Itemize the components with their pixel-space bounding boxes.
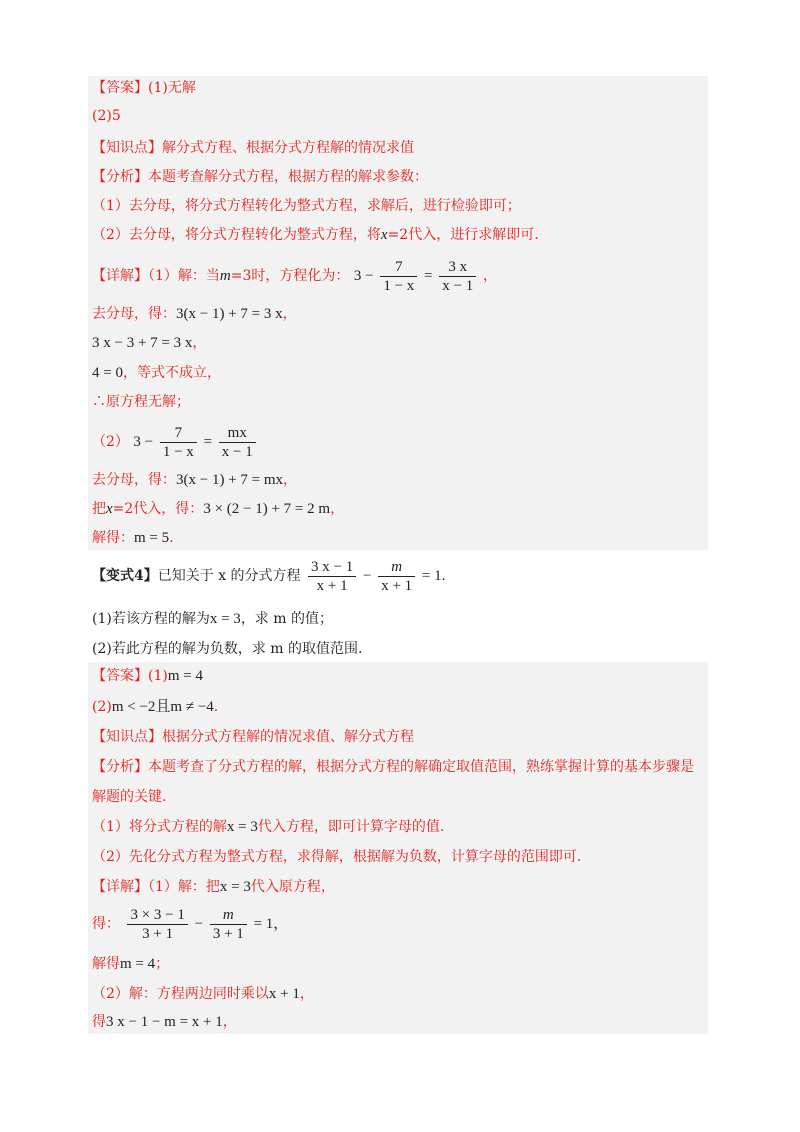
detail-line-3-b2: 解得m = 4； <box>92 956 170 972</box>
analysis-step-2: （2）去分母，将分式方程转化为整式方程，将x=2代入，进行求解即可. <box>92 227 539 243</box>
problem-statement: 【变式4】已知关于 x 的分式方程 $\frac{3 x - 1}{x + 1}$ − $\frac{m}{x + 1}$ = 1. <box>92 559 446 595</box>
answer-line-b2: 【答案】(1)m = 4 <box>92 668 203 684</box>
detail-line-4-b2: （2）解：方程两边同时乘以x + 1， <box>92 986 314 1002</box>
analysis-b2: 【分析】本题考查了分式方程的解，根据分式方程的解确定取值范围，熟练掌握计算的基本步骤是 <box>92 759 694 775</box>
detail-line-5-b2: 得3 x − 1 − m = x + 1， <box>92 1014 237 1030</box>
detail-line-1-b2: 【详解】（1）解：把x = 3代入原方程， <box>92 879 335 895</box>
detail-line-3: 3 x − 3 + 7 = 3 x， <box>92 335 207 351</box>
knowledge-point-b2: 【知识点】根据分式方程解的情况求值、解分式方程 <box>92 729 414 745</box>
question-2: (2)若此方程的解为负数，求 m 的取值范围. <box>92 641 363 657</box>
problem-equation: $\frac{3 x - 1}{x + 1}$ − $\frac{m}{x + 1}$ = 1. <box>305 568 445 584</box>
equation-1: 3 − $\frac{7}{1 - x}$ = $\frac{3 x}{x - 1}$ <box>354 268 483 284</box>
detail-line-9: 解得：m = 5. <box>92 530 174 546</box>
answer-line-2: (2)5 <box>92 108 121 124</box>
equation-2: 3 − $\frac{7}{1 - x}$ = $\frac{mx}{x - 1}$ <box>133 434 258 450</box>
detail-line-2-b2: 得： $\frac{3 \times 3 - 1}{3 + 1}$ − $\frac{m}{3 + 1}$ = 1， <box>92 907 289 943</box>
analysis-step-1: （1）去分母，将分式方程转化为整式方程，求解后，进行检验即可； <box>92 198 521 214</box>
question-1: (1)若该方程的解为x = 3，求 m 的值； <box>92 611 333 627</box>
analysis: 【分析】本题考查解分式方程，根据方程的解求参数： <box>92 169 428 185</box>
detail-line-4: 4 = 0，等式不成立， <box>92 365 221 381</box>
analysis-step-2-b2: （2）先化分式方程为整式方程，求得解，根据解为负数，计算字母的范围即可. <box>92 849 582 865</box>
answer-line: 【答案】(1)无解 <box>92 80 196 96</box>
detail-line-7: 去分母，得：3(x − 1) + 7 = mx， <box>92 472 298 488</box>
detail-line-8: 把x=2代入，得：3 × (2 − 1) + 7 = 2 m， <box>92 501 345 517</box>
detail-line-2: 去分母，得：3(x − 1) + 7 = 3 x， <box>92 306 297 322</box>
analysis-b2-cont: 解题的关键. <box>92 789 167 805</box>
answer-line-2-b2: (2)m < −2且m ≠ −4. <box>92 699 219 715</box>
knowledge-point: 【知识点】解分式方程、根据分式方程解的情况求值 <box>92 140 414 156</box>
detail-line-1: 【详解】（1）解：当m=3时，方程化为： 3 − $\frac{7}{1 - x}$ = $\frac{3 x}{x - 1}$ ， <box>92 259 497 295</box>
detail-line-6: （2） 3 − $\frac{7}{1 - x}$ = $\frac{mx}{x - 1}$ <box>92 424 259 461</box>
equation-3: $\frac{3 \times 3 - 1}{3 + 1}$ − $\frac{m}{3 + 1}$ = 1， <box>124 916 288 932</box>
detail-line-5: ∴原方程无解； <box>92 394 190 410</box>
analysis-step-1-b2: （1）将分式方程的解x = 3代入方程，即可计算字母的值. <box>92 819 445 835</box>
